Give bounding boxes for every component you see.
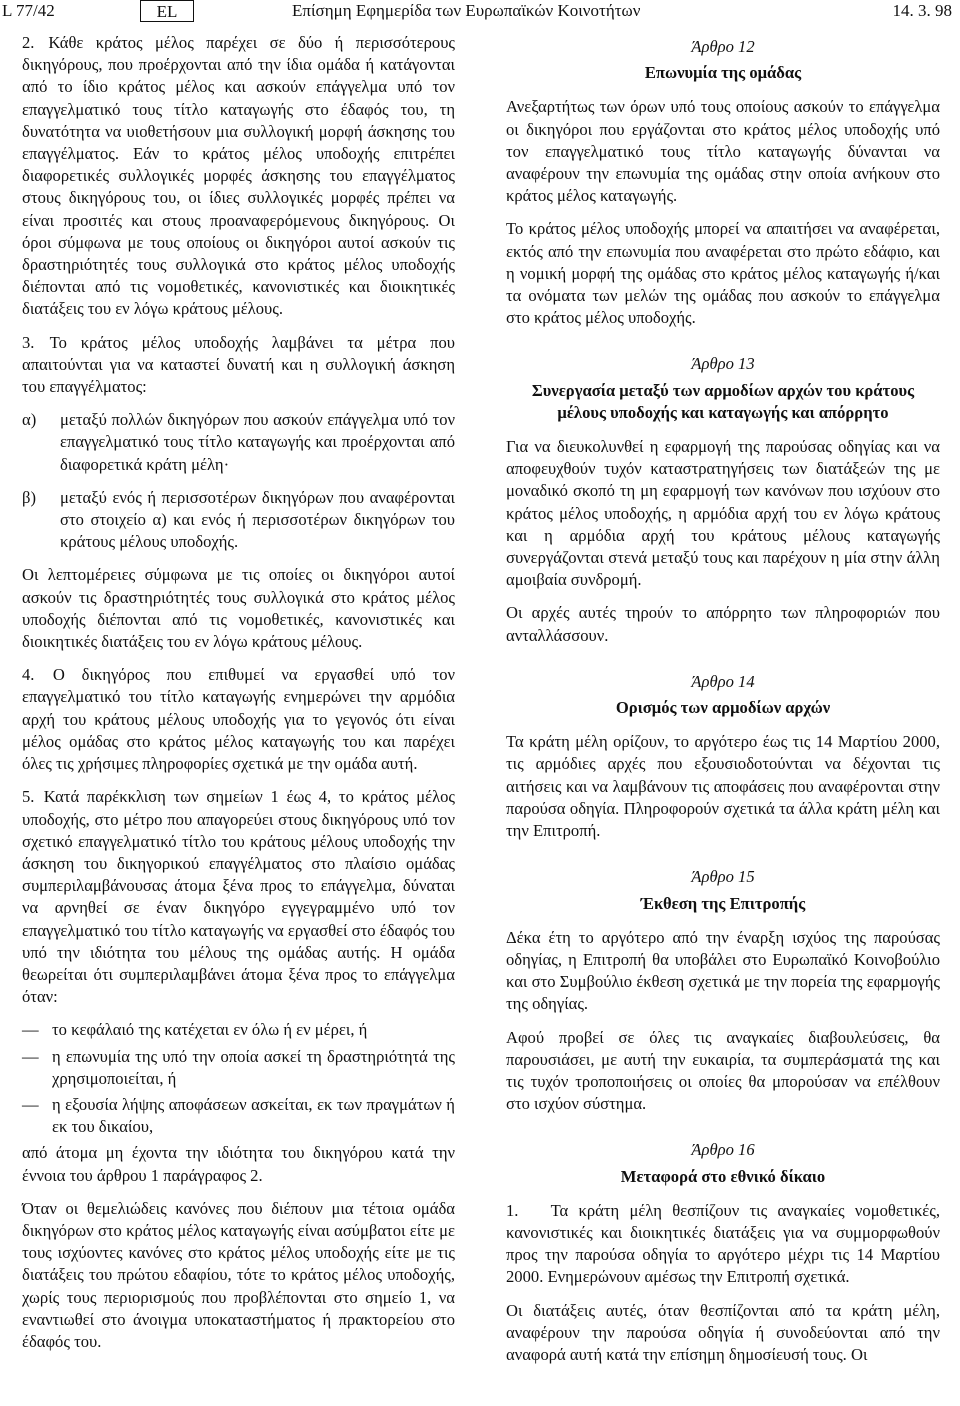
article-13-paragraph-1: Για να διευκολυνθεί η εφαρμογή της παρούσας οδηγίας και να αποφευχθούν τυχόν καταστρατηγήσεις των διατάξεών της με μοναδικό σκοπό τη μη εφαρμογή των κανόνων που ισχύουν στο κράτος μέλος υποδοχής, η αρμόδια αρχή του εν λόγω κράτους και η αρμόδια αρχή του κράτους μέλους καταγωγής συνεργάζονται στενά μεταξύ τους και παρέχουν η μία στην άλλη αμοιβαία συνδρομή. <box>506 437 940 590</box>
article-13-number: Άρθρο 13 <box>691 354 755 374</box>
dash-text: το κεφάλαιό της κατέχεται εν όλω ή εν μέρει, ή <box>52 1020 368 1040</box>
article-13-paragraph-2: Οι αρχές αυτές τηρούν το απόρρητο των πληροφοριών που ανταλλάσσουν. <box>506 603 940 645</box>
paragraph-4 <box>22 664 455 775</box>
article-12-title: Επωνυμία της ομάδας <box>644 63 802 83</box>
item-text: μεταξύ ενός ή περισσοτέρων δικηγόρων που αναφέρονται στο στοιχείο α) και ενός ή περισσοτέρων δικηγόρων του κράτους μέλους υποδοχής. <box>60 487 455 552</box>
paragraph-text: Το κράτος μέλος υποδοχής λαμβάνει τα μέτρα που απαιτούνται για να καταστεί δυνατή και η συλλογική άσκηση του επαγγέλματος: <box>22 332 455 397</box>
item-a <box>22 409 455 476</box>
paragraph-5-final: Όταν οι θεμελιώδεις κανόνες που διέπουν μια τέτοια ομάδα δικηγόρων στο κράτος μέλος καταγωγής είναι ασύμβατοι είτε με τους ισχύοντες κανόνες στο κράτος μέλος υποδοχής είτε με τις διατάξεις του πρώτου εδαφίου, τότε το κράτος μέλος υποδοχής, χωρίς τους περιορισμούς που προβλέπονται στο σημείο 1, να εναντιωθεί στο άνοιγμα υποκαταστήματος ή πρακτορείου στο έδαφός του. <box>22 1198 455 1351</box>
dash-marker: — <box>22 1020 39 1040</box>
article-15-paragraph-2: Αφού προβεί σε όλες τις αναγκαίες διαβουλεύσεις, θα παρουσιάσει, με αυτή την ευκαιρία, τα συμπεράσματά της και τις τυχόν τροποποιήσεις οι οποίες θα μπορούσαν να επέλθουν στο ισχύον σύστημα. <box>506 1027 940 1114</box>
paragraph-text: Κατά παρέκκλιση των σημείων 1 έως 4, το κράτος μέλος υποδοχής, στο μέτρο που απαγορεύει στους δικηγόρους υπό τον σχετικό επαγγελματικό τίτλο του κράτους μέλους υποδοχής την άσκηση του δικηγορικού επαγγέλματος στο πλαίσιο ομάδας συμπεριλαμβάνουσας άτομα ξένα προς το επάγγελμα, δύναται να αρνηθεί σε έναν δικηγόρο εγγεγραμμένο υπό τον επαγγελματικό του τίτλο καταγωγής να εργασθεί στο έδαφός του υπό την ιδιότητα του μέλους της ομάδας αυτής. Η ομάδα θεωρείται ότι συμπεριλαμβάνει άτομα ξένα προς το επάγγελμα όταν: <box>22 787 455 1007</box>
paragraph-text: Τα κράτη μέλη θεσπίζουν τις αναγκαίες νομοθετικές, κανονιστικές και διοικητικές διατάξεις για να συμμορφωθούν προς την παρούσα οδηγία το αργότερο μέχρι τις 14 Μαρτίου 2000. Ενημερώνουν αμέσως την Επιτροπή σχετικά. <box>506 1200 940 1287</box>
paragraph-number: 1. <box>506 1200 519 1220</box>
dash-item-1 <box>22 1019 455 1041</box>
paragraph-number: 5. <box>22 787 35 807</box>
paragraph-5-conclusion: από άτομα μη έχοντα την ιδιότητα του δικηγόρου κατά την έννοια του άρθρου 1 παράγραφος 2. <box>22 1143 455 1185</box>
dash-text: η εξουσία λήψης αποφάσεων ασκείται, εκ των πραγμάτων ή εκ του δικαίου, <box>52 1094 455 1137</box>
paragraph-number: 4. <box>22 665 35 685</box>
item-b <box>22 487 455 554</box>
article-16-paragraph-1 <box>506 1200 940 1289</box>
article-14-paragraph-1: Τα κράτη μέλη ορίζουν, το αργότερο έως τις 14 Μαρτίου 2000, τις αρμόδιες αρχές που εξουσιοδοτούνται να δέχονται τις αιτήσεις και να λαμβάνουν τις αποφάσεις που αναφέρονται στην παρούσα οδηγία. Πληροφορούν σχετικά τα άλλα κράτη μέλη και την Επιτροπή. <box>506 732 940 841</box>
dash-item-2 <box>22 1046 455 1090</box>
page-number: L 77/42 <box>2 1 55 20</box>
article-15-number: Άρθρο 15 <box>691 867 755 887</box>
page-header <box>0 0 960 36</box>
paragraph-number: 2. <box>22 33 35 52</box>
item-marker: β) <box>22 487 36 507</box>
paragraph-5 <box>22 786 455 1008</box>
dash-marker: — <box>22 1046 39 1066</box>
paragraph-number: 3. <box>22 332 35 352</box>
article-16-number: Άρθρο 16 <box>691 1140 755 1160</box>
article-12-paragraph-2: Το κράτος μέλος υποδοχής μπορεί να απαιτήσει να αναφέρεται, εκτός από την επωνυμία που αναφέρεται στο πρώτο εδάφιο, και η νομική μορφή της ομάδας στο κράτος μέλος καταγωγής ή/και τα ονόματα των μελών της ομάδας που ασκούν το επάγγελμα στο κράτος μέλος υποδοχής. <box>506 219 940 328</box>
article-16-paragraph-2: Οι διατάξεις αυτές, όταν θεσπίζονται από τα κράτη μέλη, αναφέρουν την παρούσα οδηγία ή συνοδεύονται από την αναφορά αυτή κατά την επίσημη δημοσίευσή τους. Οι <box>506 1300 940 1364</box>
item-marker: α) <box>22 410 37 430</box>
issue-date: 14. 3. 98 <box>892 1 952 20</box>
article-14-number: Άρθρο 14 <box>691 671 755 691</box>
left-column <box>22 32 455 1364</box>
journal-title: Επίσημη Εφημερίδα των Ευρωπαϊκών Κοινοτήτων <box>292 1 641 20</box>
article-12-paragraph-1: Ανεξαρτήτως των όρων υπό τους οποίους ασκούν το επάγγελμα οι δικηγόροι που εργάζονται στο κράτος μέλος υποδοχής υπό τον επαγγελματικό τους τίτλο καταγωγής δύνανται να αναφέρουν την επωνυμία της ομάδας στην οποία ανήκουν στο κράτος μέλος καταγωγής. <box>506 97 940 206</box>
article-12-number: Άρθρο 12 <box>691 37 755 56</box>
article-15-title: Έκθεση της Επιτροπής <box>640 893 806 913</box>
paragraph-3 <box>22 332 455 399</box>
item-text: μεταξύ πολλών δικηγόρων που ασκούν επάγγελμα υπό τον επαγγελματικό τους τίτλο καταγωγής και προέρχονται από διαφορετικά κράτη μέλη· <box>60 410 455 474</box>
paragraph-3-details: Οι λεπτομέρειες σύμφωνα με τις οποίες οι δικηγόροι αυτοί ασκούν τις δραστηριότητές τους συλλογικά στο κράτος μέλος υποδοχής διέπονται από τις νομοθετικές, κανονιστικές και διοικητικές διατάξεις του εν λόγω κράτους μέλους. <box>22 565 455 652</box>
dash-marker: — <box>22 1094 39 1114</box>
paragraph-text: Κάθε κράτος μέλος παρέχει σε δύο ή περισσότερους δικηγόρους, που προέρχονται από την ίδια ομάδα ή κατάγονται από το ίδιο κράτος μέλος και ασκούν επάγγελμα υπό τον επαγγελματικό τους τίτλο καταγωγής στο έδαφός του, τη δυνατότητα να υιοθετήσουν μια συλλογική μορφή άσκησης του επαγγέλματος. Εάν το κράτος μέλος υποδοχής επιτρέπει διαφορετικές συλλογικές μορφές άσκησης του επαγγέλματος στους δικηγόρους του, οι ίδιες συλλογικές μορφές πρέπει να είναι προσιτές και στους προαναφερόμενους δικηγόρους. Οι όροι σύμφωνα με τους οποίους οι δικηγόροι αυτοί ασκούν τις δραστηριότητές τους συλλογικά στο κράτος μέλος υποδοχής διέπονται από τις νομοθετικές, κανονιστικές και διοικητικές διατάξεις του εν λόγω κράτους μέλους. <box>22 33 455 319</box>
language-box: EL <box>140 0 194 22</box>
dash-text: η επωνυμία της υπό την οποία ασκεί τη δραστηριότητά της χρησιμοποιείται, ή <box>52 1046 455 1088</box>
paragraph-text: Ο δικηγόρος που επιθυμεί να εργασθεί υπό τον επαγγελματικό του τίτλο καταγωγής ενημερώνει την αρμόδια αρχή του κράτους μέλους υποδοχής για το γεγονός ότι είναι μέλος ομάδας στο κράτος μέλος καταγωγής του και παρέχει όλες τις χρήσιμες πληροφορίες σχετικά με την ομάδα αυτή. <box>22 665 455 774</box>
article-15-paragraph-1: Δέκα έτη το αργότερο από την έναρξη ισχύος της παρούσας οδηγίας, η Επιτροπή θα υποβάλει στο Ευρωπαϊκό Κοινοβούλιο και στο Συμβούλιο έκθεση σχετικά με την πορεία της εφαρμογής της οδηγίας. <box>506 927 940 1014</box>
paragraph-2 <box>22 32 455 321</box>
article-13-title: Συνεργασία μεταξύ των αρμοδίων αρχών του κράτους μέλους υποδοχής και καταγωγής και απόρρητο <box>531 380 915 422</box>
article-16-title: Μεταφορά στο εθνικό δίκαιο <box>620 1166 826 1186</box>
right-column <box>506 32 940 1377</box>
article-14-title: Ορισμός των αρμοδίων αρχών <box>615 698 831 718</box>
dash-item-3 <box>22 1094 455 1138</box>
